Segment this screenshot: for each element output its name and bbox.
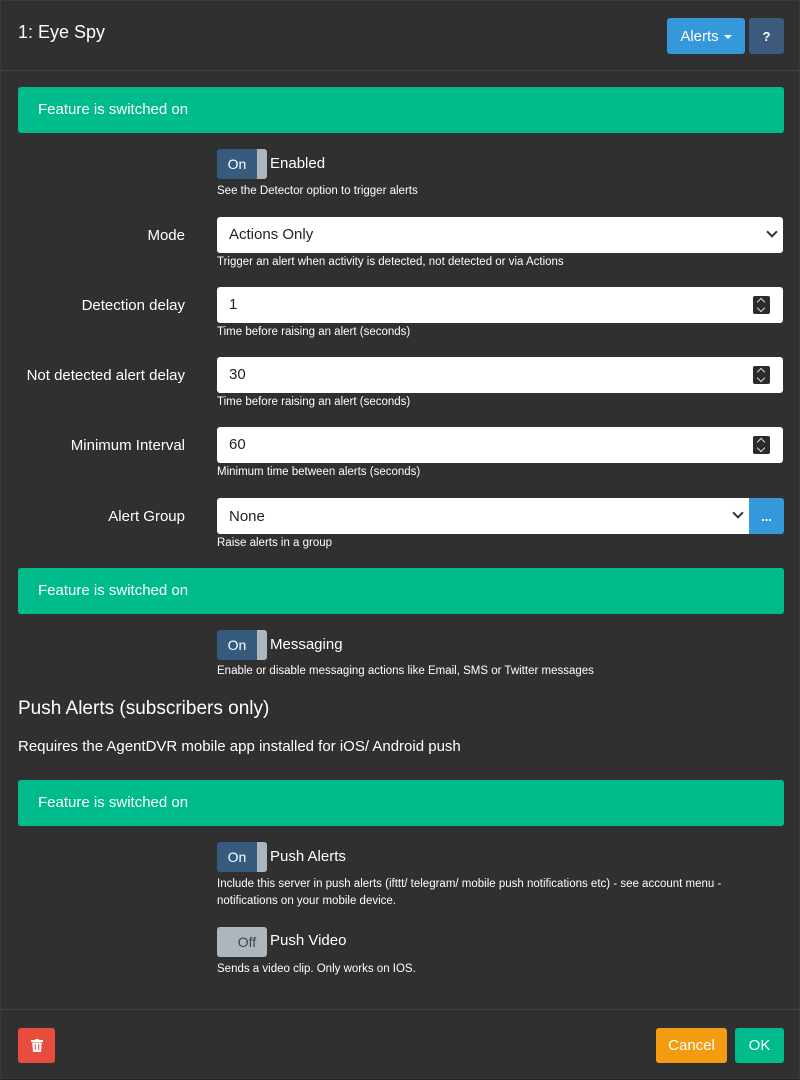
mode-select[interactable]	[217, 217, 783, 253]
push-alerts-help: Include this server in push alerts (ifttt/ telegram/ mobile push notifications etc) - see account menu - notifications on your mobile device.	[217, 878, 722, 907]
not-detected-delay-help: Time before raising an alert (seconds)	[217, 396, 411, 408]
alerts-dropdown-button[interactable]	[667, 18, 745, 54]
alert-group-label: Alert Group	[108, 508, 185, 525]
feature-status-banner: Feature is switched on	[18, 780, 784, 826]
ok-button[interactable]: OK	[735, 1028, 784, 1063]
not-detected-delay-value: 30	[229, 366, 246, 383]
push-video-toggle[interactable]	[217, 927, 267, 957]
messaging-help: Enable or disable messaging actions like Email, SMS or Twitter messages	[217, 665, 594, 677]
not-detected-delay-input[interactable]	[217, 357, 783, 393]
mode-value: Actions Only	[229, 226, 314, 243]
alert-group-value: None	[229, 508, 265, 525]
push-alerts-heading: Push Alerts (subscribers only)	[18, 698, 270, 719]
enabled-help: See the Detector option to trigger alerts	[217, 185, 418, 197]
push-video-toggle-state: Off	[237, 934, 257, 950]
modal-footer	[1, 1009, 800, 1080]
alert-group-help: Raise alerts in a group	[217, 537, 333, 549]
not-detected-delay-label: Not detected alert delay	[26, 367, 185, 384]
alert-group-select[interactable]	[217, 498, 749, 534]
detection-delay-help: Time before raising an alert (seconds)	[217, 326, 411, 338]
push-alerts-label: Push Alerts	[270, 848, 346, 865]
push-video-help: Sends a video clip. Only works on IOS.	[217, 963, 416, 975]
modal-title: 1: Eye Spy	[18, 22, 106, 42]
toggle-knob	[257, 149, 267, 179]
detection-delay-input[interactable]	[217, 287, 783, 323]
cancel-button[interactable]: Cancel	[656, 1028, 727, 1063]
help-button[interactable]: ?	[749, 18, 784, 54]
minimum-interval-label: Minimum Interval	[70, 437, 185, 454]
chevron-down-icon	[766, 226, 777, 237]
detection-delay-value: 1	[229, 296, 238, 313]
enabled-toggle[interactable]	[217, 149, 267, 179]
number-spinner-icon[interactable]	[753, 296, 770, 314]
toggle-knob	[217, 927, 227, 957]
modal-header	[1, 1, 799, 71]
detection-delay-label: Detection delay	[81, 297, 185, 314]
messaging-toggle[interactable]	[217, 630, 267, 660]
push-video-label: Push Video	[270, 932, 347, 949]
alert-group-more-button[interactable]: ...	[749, 498, 784, 534]
push-alerts-description: Requires the AgentDVR mobile app installed for iOS/ Android push	[18, 738, 461, 755]
feature-status-banner: Feature is switched on	[18, 568, 784, 614]
delete-button[interactable]	[18, 1028, 55, 1063]
messaging-toggle-state: On	[227, 637, 247, 653]
push-alerts-toggle-state: On	[227, 849, 247, 865]
enabled-label: Enabled	[270, 155, 326, 172]
chevron-down-icon	[732, 507, 743, 518]
caret-down-icon	[724, 35, 732, 39]
feature-status-banner: Feature is switched on	[18, 87, 784, 133]
mode-help: Trigger an alert when activity is detected, not detected or via Actions	[217, 256, 564, 268]
toggle-knob	[257, 842, 267, 872]
number-spinner-icon[interactable]	[753, 436, 770, 454]
messaging-label: Messaging	[270, 636, 343, 653]
minimum-interval-input[interactable]	[217, 427, 783, 463]
toggle-knob	[257, 630, 267, 660]
trash-icon	[31, 1039, 43, 1052]
push-alerts-toggle[interactable]	[217, 842, 267, 872]
enabled-toggle-state: On	[227, 156, 247, 172]
minimum-interval-value: 60	[229, 436, 246, 453]
number-spinner-icon[interactable]	[753, 366, 770, 384]
alerts-button-label: Alerts	[680, 27, 719, 45]
mode-label: Mode	[147, 227, 185, 244]
minimum-interval-help: Minimum time between alerts (seconds)	[217, 466, 421, 478]
